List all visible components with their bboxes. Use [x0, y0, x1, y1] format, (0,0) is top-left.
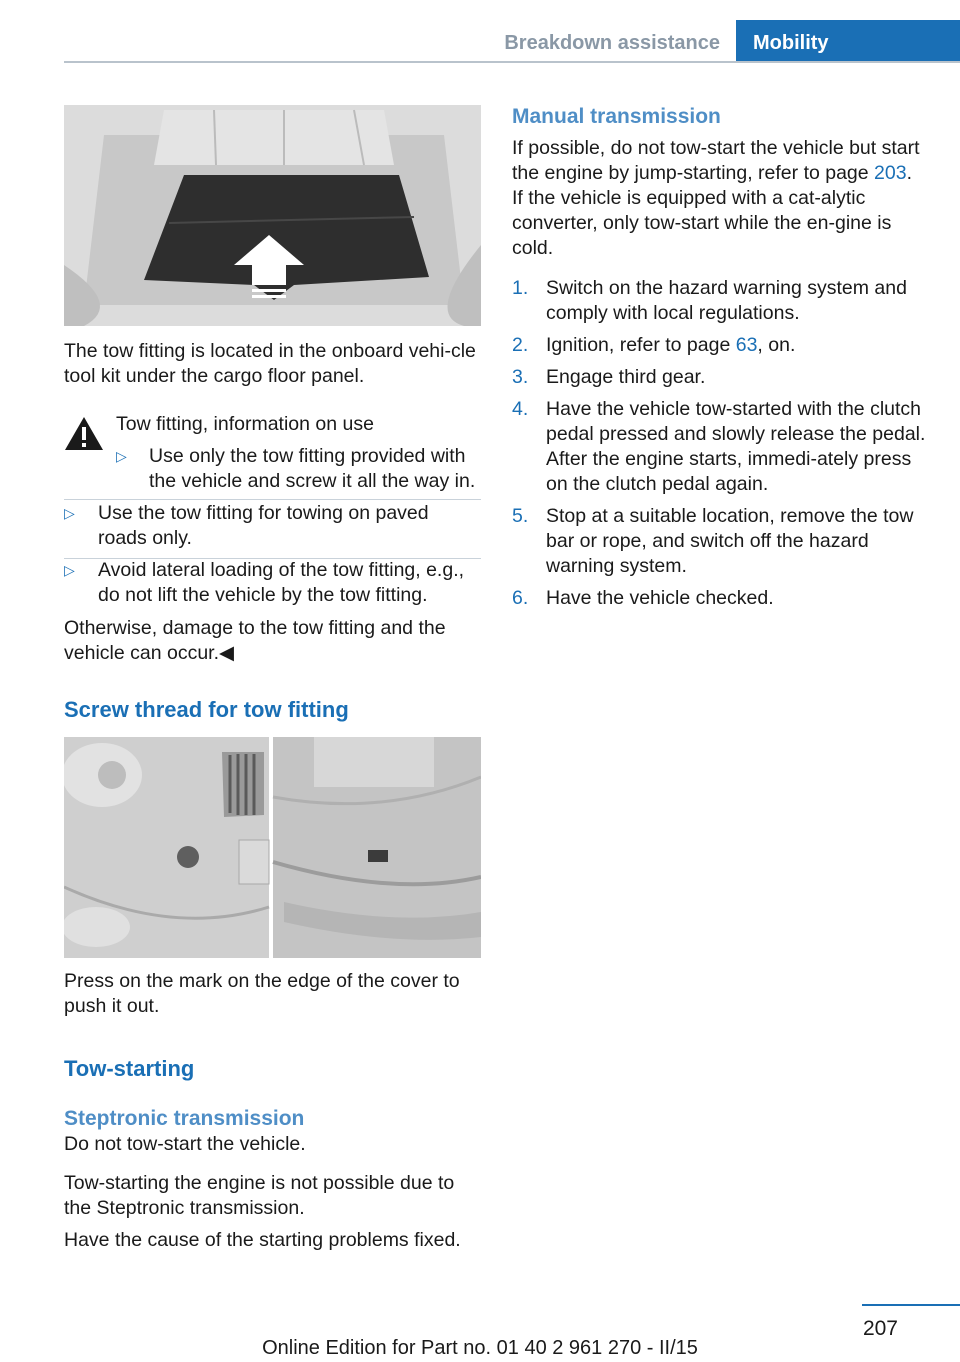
tow-start-steps: [512, 276, 926, 618]
edition-line: Online Edition for Part no. 01 40 2 961 270 - II/15: [262, 1337, 698, 1359]
page-link-63[interactable]: 63: [735, 334, 758, 356]
warning-outer-list-2: [64, 558, 481, 615]
triangle-bullet-icon: ▷: [116, 448, 127, 464]
manual-intro-text: If possible, do not tow-start the vehicle but start the engine by jump-starting, refer to page 203. If the vehicle is equipped with a cat-alytic converter, only tow-start while the en-gine is cold.: [512, 137, 920, 259]
warning-title: Tow fitting, information on use: [116, 413, 374, 435]
heading-screw-thread: Screw thread for tow fitting: [64, 697, 349, 722]
list-item: 1. Switch on the hazard warning system and comply with local regulations.: [512, 277, 907, 324]
header-section-title: Breakdown assistance: [504, 32, 720, 54]
bumper-cover-image: [64, 737, 481, 958]
heading-manual-transmission: Manual transmission: [512, 105, 721, 128]
steptronic-text-1: Do not tow-start the vehicle.: [64, 1133, 306, 1155]
triangle-bullet-icon: ▷: [64, 562, 75, 578]
list-item: ▷ Use only the tow fitting provided with the vehicle and screw it all the way in.: [116, 445, 476, 492]
list-item: 3. Engage third gear.: [512, 366, 706, 388]
list-item: ▷ Use the tow fitting for towing on paved roads only.: [64, 502, 429, 549]
heading-steptronic: Steptronic transmission: [64, 1107, 305, 1130]
cargo-floor-illustration: [64, 105, 481, 326]
heading-tow-starting: Tow-starting: [64, 1056, 195, 1081]
list-item: 4. Have the vehicle tow-started with the clutch pedal pressed and slowly release the pedal. After the engine starts, immedi-ately press on the clutch pedal again.: [512, 398, 926, 495]
header-chapter-tab: Mobility: [736, 20, 960, 62]
tow-fitting-location-text: The tow fitting is located in the onboard vehi-cle tool kit under the cargo floor panel.: [64, 340, 476, 387]
warning-tail-text: Otherwise, damage to the tow fitting and the vehicle can occur.◀: [64, 617, 446, 664]
page-number: 207: [862, 1317, 898, 1340]
list-item: 6. Have the vehicle checked.: [512, 587, 774, 609]
list-item: 5. Stop at a suitable location, remove the tow bar or rope, and switch off the hazard warning system.: [512, 505, 914, 577]
list-item: ▷ Avoid lateral loading of the tow fitting, e.g., do not lift the vehicle by the tow fitting.: [64, 559, 465, 606]
bumper-illustration: [64, 737, 481, 958]
list-item: 2. Ignition, refer to page 63, on.: [512, 334, 796, 356]
steptronic-text-3: Have the cause of the starting problems fixed.: [64, 1229, 461, 1251]
warning-outer-list: [64, 501, 481, 558]
triangle-bullet-icon: ▷: [64, 505, 75, 521]
divider: [64, 499, 481, 500]
steptronic-text-2: Tow-starting the engine is not possible due to the Steptronic transmission.: [64, 1172, 455, 1219]
warning-inner-list: [116, 444, 481, 501]
cargo-floor-image: [64, 105, 481, 326]
warning-triangle-icon: [64, 416, 104, 452]
page-link-203[interactable]: 203: [874, 162, 907, 184]
press-mark-text: Press on the mark on the edge of the cover to push it out.: [64, 970, 460, 1017]
footer-rule: [862, 1304, 960, 1306]
header-rule: [64, 61, 960, 63]
